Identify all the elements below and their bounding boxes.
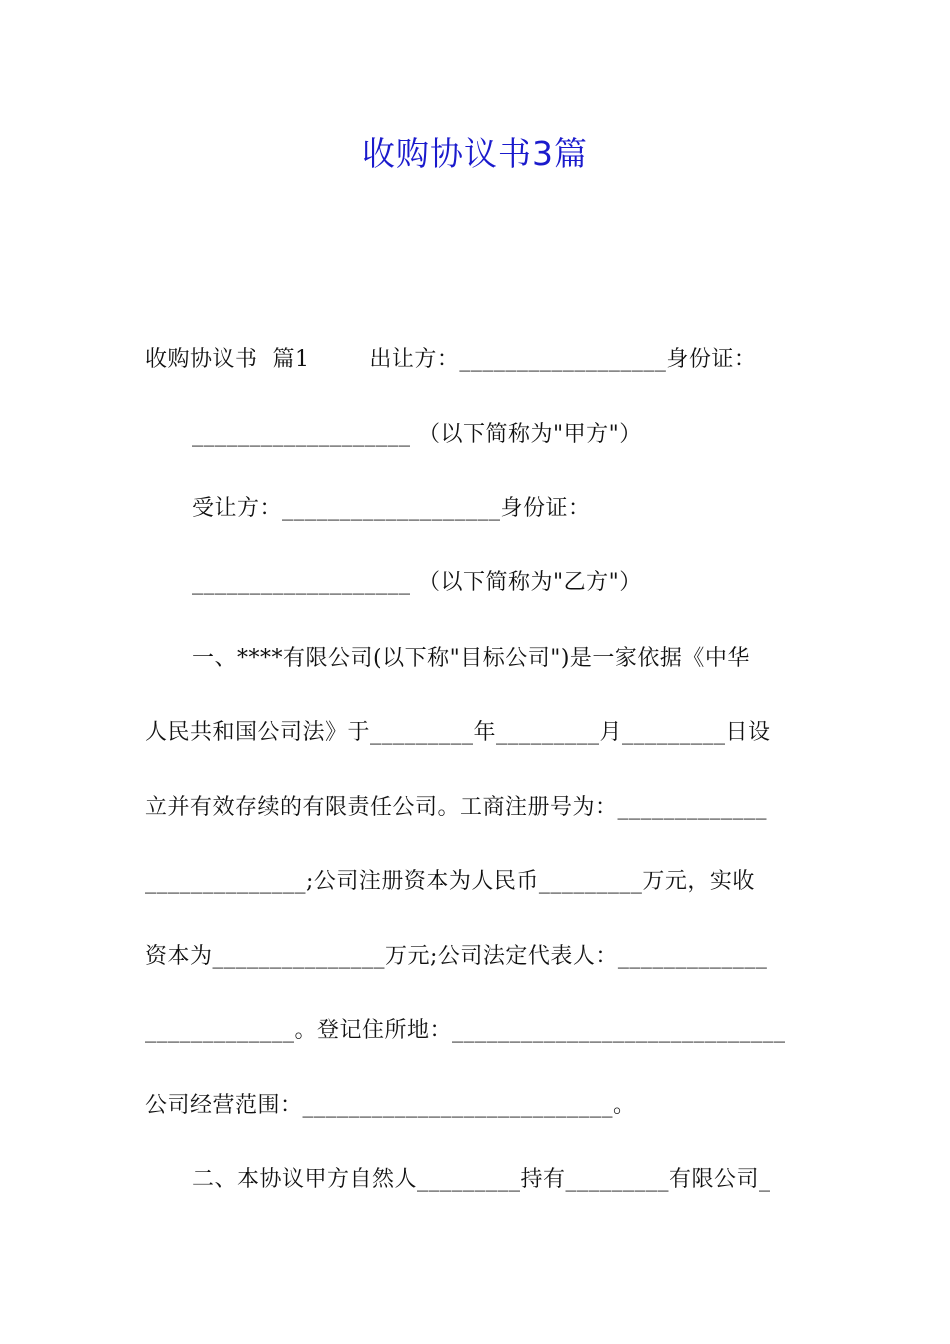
line-9: 资本为_______________万元;公司法定代表人：_____________: [145, 944, 768, 969]
document-title: 收购协议书3篇: [362, 134, 588, 173]
line-3: 受让方：___________________身份证：: [192, 496, 591, 521]
line-2: ___________________ （以下简称为"甲方"）: [192, 422, 642, 447]
line-11: 公司经营范围：___________________________。: [145, 1093, 636, 1118]
line-5: 一、****有限公司(以下称"目标公司")是一家依据《中华: [192, 646, 750, 671]
line-7: 立并有效存续的有限责任公司。工商注册号为：_____________: [145, 795, 768, 820]
line-8: ______________;公司注册资本为人民币_________万元，实收: [145, 869, 755, 894]
line-1: 收购协议书 篇1 出让方：__________________身份证：: [145, 347, 757, 372]
line-6: 人民共和国公司法》于_________年_________月_________日设: [145, 720, 771, 745]
line-10: _____________。登记住所地：_____________________________: [145, 1018, 786, 1043]
line-12: 二、本协议甲方自然人_________持有_________有限公司_: [192, 1167, 771, 1192]
line-4: ___________________ （以下简称为"乙方"）: [192, 570, 642, 595]
